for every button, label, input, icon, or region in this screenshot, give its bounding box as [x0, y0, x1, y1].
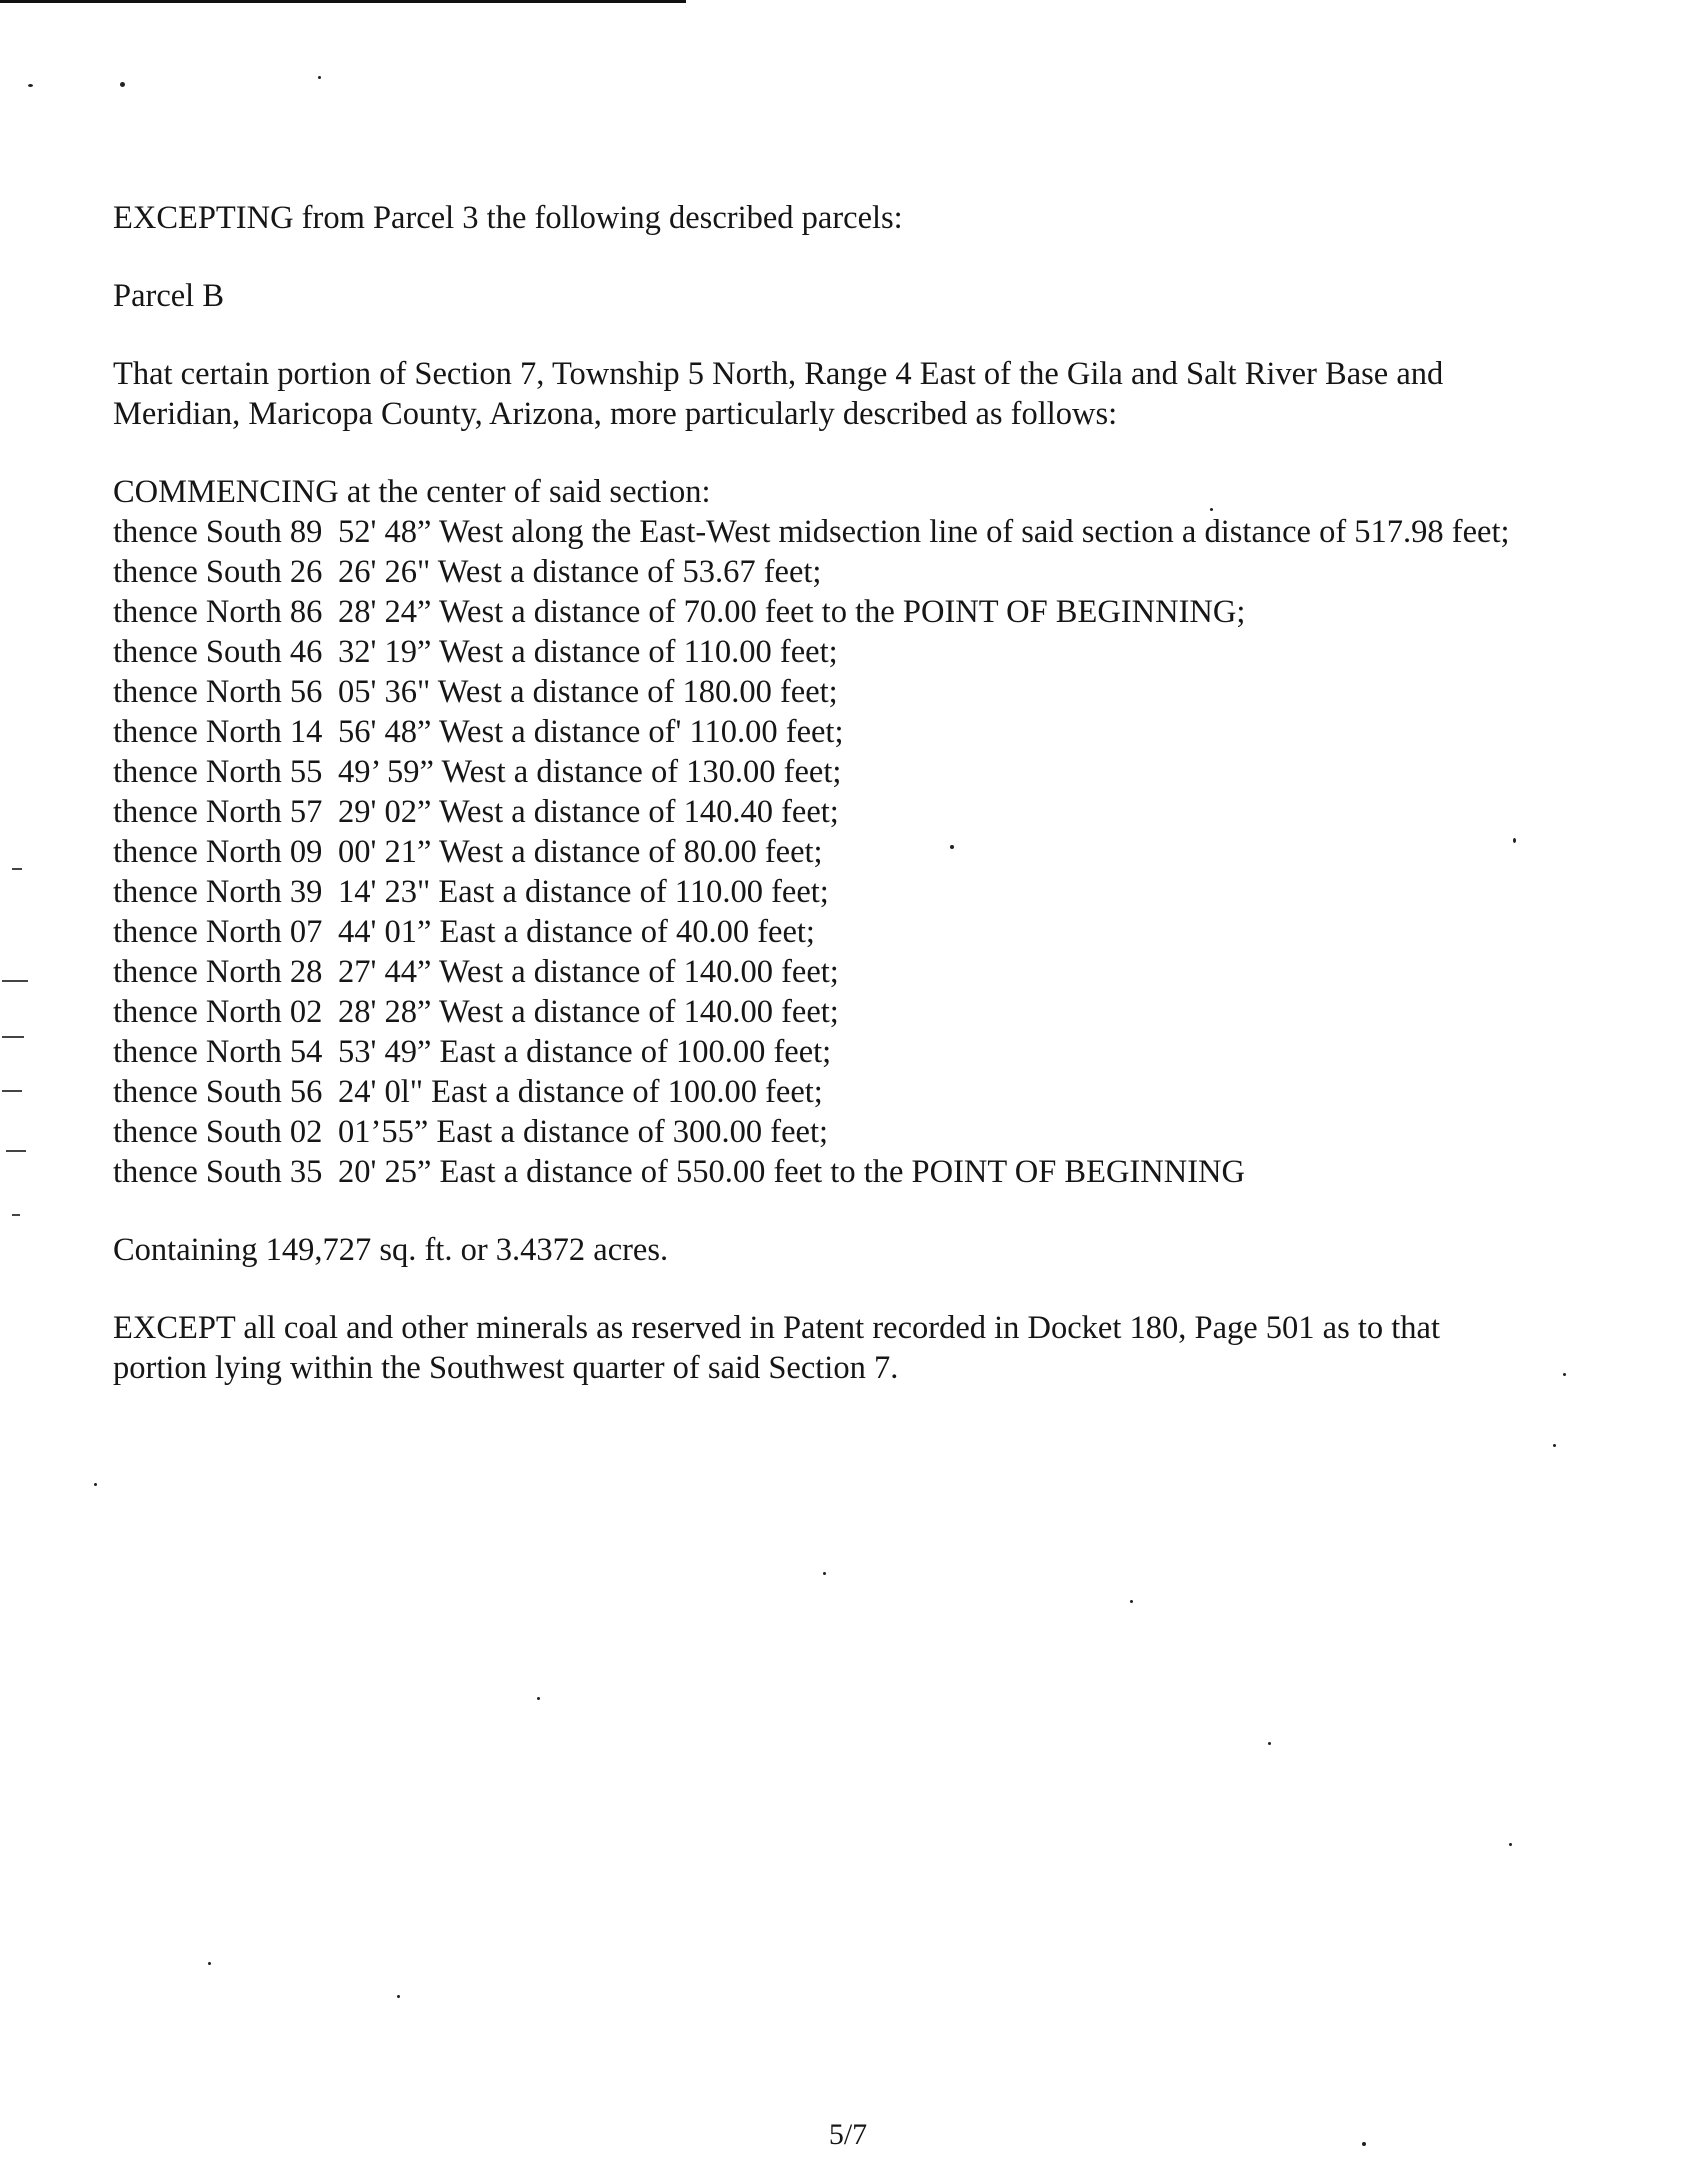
course-bearing: 24' 0l" East a distance of 100.00 feet; — [338, 1074, 823, 1110]
commencing-line: COMMENCING at the center of said section: — [113, 474, 711, 510]
course-line — [113, 512, 1513, 552]
scan-speck — [537, 1697, 540, 1700]
mineral-exception: EXCEPT all coal and other minerals as reserved in Patent recorded in Docket 180, Page 501 as to that portion lying within the Southwest quarter of said Section 7. — [113, 1310, 1441, 1386]
course-prefix: thence South 89 — [113, 514, 323, 550]
excepting-heading: EXCEPTING from Parcel 3 the following described parcels: — [113, 200, 903, 236]
scan-speck — [823, 1572, 826, 1575]
course-bearing: 52' 48” West along the East-West midsection line of said section a distance of 517.98 feet; — [338, 514, 1510, 550]
course-line — [113, 632, 1513, 672]
course-prefix: thence North 02 — [113, 994, 323, 1030]
scan-speck — [94, 1483, 97, 1486]
top-scan-rule — [0, 0, 686, 3]
scan-speck — [120, 82, 125, 87]
course-line — [113, 832, 1513, 872]
course-prefix: thence North 54 — [113, 1034, 323, 1070]
scan-speck — [318, 76, 321, 79]
course-bearing: 56' 48” West a distance of' 110.00 feet; — [338, 714, 844, 750]
parcel-label: Parcel B — [113, 278, 225, 314]
scan-speck — [1553, 1444, 1556, 1447]
course-prefix: thence North 55 — [113, 754, 323, 790]
course-line — [113, 552, 1513, 592]
course-line — [113, 1152, 1513, 1192]
scan-speck — [1509, 1843, 1512, 1846]
course-bearing: 27' 44” West a distance of 140.00 feet; — [338, 954, 839, 990]
course-line — [113, 792, 1513, 832]
margin-scan-mark — [2, 1090, 22, 1092]
course-prefix: thence South 26 — [113, 554, 323, 590]
course-prefix: thence North 86 — [113, 594, 323, 630]
course-prefix: thence South 35 — [113, 1154, 323, 1190]
scan-speck — [1513, 838, 1516, 843]
course-line — [113, 752, 1513, 792]
course-bearing: 44' 01” East a distance of 40.00 feet; — [338, 914, 815, 950]
course-bearing: 05' 36" West a distance of 180.00 feet; — [338, 674, 838, 710]
parcel-description: That certain portion of Section 7, Township 5 North, Range 4 East of the Gila and Salt River Base and Meridian, Maricopa County, Arizona, more particularly described as follows: — [113, 356, 1444, 432]
course-bearing: 53' 49” East a distance of 100.00 feet; — [338, 1034, 832, 1070]
course-bearing: 01’55” East a distance of 300.00 feet; — [338, 1114, 829, 1150]
course-bearing: 20' 25” East a distance of 550.00 feet to the POINT OF BEGINNING — [338, 1154, 1245, 1190]
course-prefix: thence North 57 — [113, 794, 323, 830]
course-bearing: 14' 23" East a distance of 110.00 feet; — [338, 874, 829, 910]
course-line — [113, 712, 1513, 752]
scan-speck — [1563, 1373, 1566, 1376]
course-prefix: thence North 09 — [113, 834, 323, 870]
margin-scan-mark — [2, 1036, 24, 1038]
course-line — [113, 912, 1513, 952]
margin-scan-mark — [6, 1150, 26, 1152]
course-prefix: thence North 56 — [113, 674, 323, 710]
document-body — [113, 198, 1513, 1388]
margin-scan-mark — [12, 868, 22, 870]
course-prefix: thence North 39 — [113, 874, 323, 910]
course-line — [113, 1072, 1513, 1112]
scan-speck — [1268, 1742, 1271, 1745]
course-line — [113, 872, 1513, 912]
scan-speck — [397, 1995, 400, 1998]
page-number: 5/7 — [828, 2118, 868, 2151]
margin-scan-mark — [2, 980, 28, 982]
course-bearing: 00' 21” West a distance of 80.00 feet; — [338, 834, 823, 870]
course-prefix: thence South 02 — [113, 1114, 323, 1150]
course-prefix: thence North 28 — [113, 954, 323, 990]
course-prefix: thence South 56 — [113, 1074, 323, 1110]
margin-scan-mark — [12, 1214, 20, 1216]
course-bearing: 49’ 59” West a distance of 130.00 feet; — [338, 754, 842, 790]
course-line — [113, 592, 1513, 632]
course-prefix: thence North 07 — [113, 914, 323, 950]
course-bearing: 26' 26" West a distance of 53.67 feet; — [338, 554, 822, 590]
course-line — [113, 672, 1513, 712]
course-prefix: thence South 46 — [113, 634, 323, 670]
course-line — [113, 992, 1513, 1032]
course-line — [113, 1112, 1513, 1152]
course-bearing: 28' 24” West a distance of 70.00 feet to the POINT OF BEGINNING; — [338, 594, 1246, 630]
course-bearing: 29' 02” West a distance of 140.40 feet; — [338, 794, 839, 830]
scan-speck — [208, 1962, 211, 1965]
course-prefix: thence North 14 — [113, 714, 323, 750]
scan-speck — [1130, 1600, 1133, 1603]
metes-and-bounds — [113, 472, 1513, 1192]
course-line — [113, 1032, 1513, 1072]
scan-speck — [28, 84, 33, 87]
course-bearing: 28' 28” West a distance of 140.00 feet; — [338, 994, 839, 1030]
course-line — [113, 952, 1513, 992]
course-bearing: 32' 19” West a distance of 110.00 feet; — [338, 634, 838, 670]
area-statement: Containing 149,727 sq. ft. or 3.4372 acres. — [113, 1232, 669, 1268]
